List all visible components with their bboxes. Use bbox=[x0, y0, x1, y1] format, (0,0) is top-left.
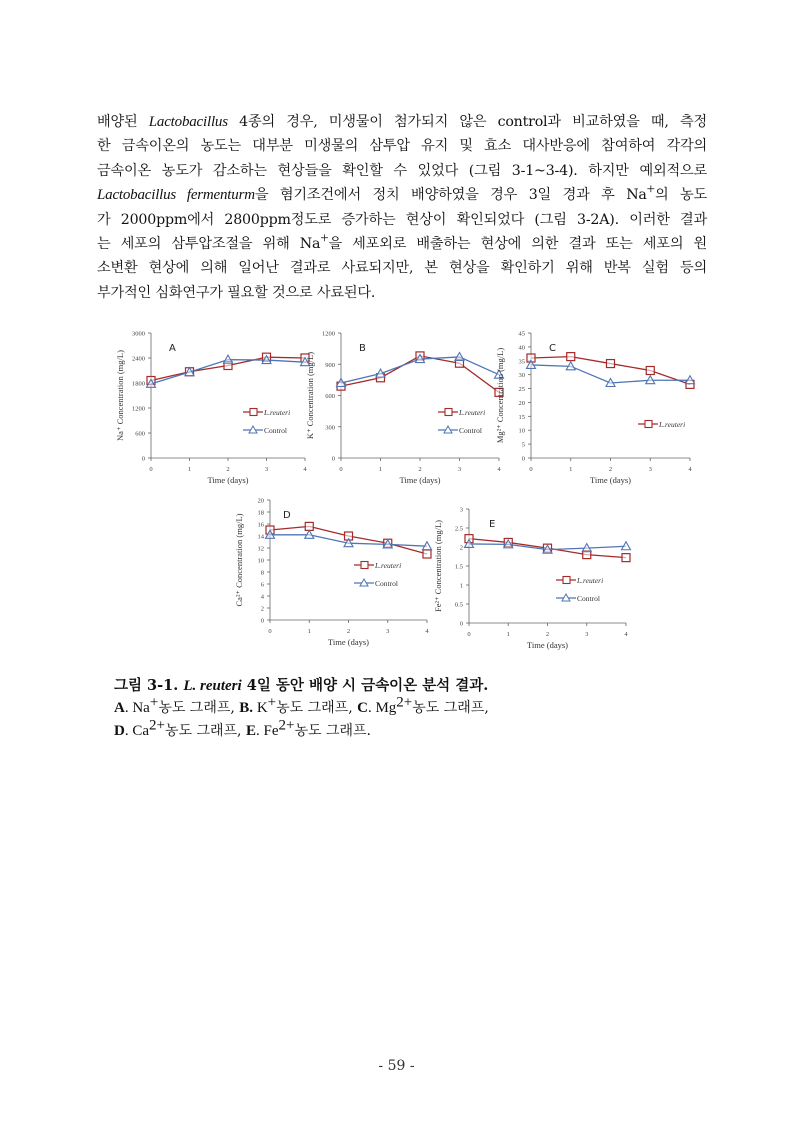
x-tick-label: 3 bbox=[264, 466, 269, 473]
text-segment: 농도 그래프. bbox=[294, 723, 371, 739]
x-axis-label: Time (days) bbox=[526, 640, 569, 650]
caption-suffix: 4일 동안 배양 시 금속이온 분석 결과. bbox=[241, 677, 489, 694]
x-tick-label: 2 bbox=[418, 466, 422, 473]
y-axis-label: Na⁺ Concentration (mg/L) bbox=[115, 350, 125, 441]
y-tick-label: 35 bbox=[518, 358, 525, 366]
y-tick-label: 25 bbox=[518, 386, 525, 394]
superscript: + bbox=[646, 181, 655, 198]
x-tick-label: 2 bbox=[346, 628, 351, 635]
y-tick-label: 5 bbox=[521, 441, 525, 449]
figure-caption bbox=[114, 674, 489, 743]
y-axis-label: K⁺ Concentration (mg/L) bbox=[305, 351, 315, 440]
text-segment: 배양된 bbox=[97, 114, 149, 130]
text-segment: A bbox=[114, 700, 125, 716]
superscript: 2+ bbox=[149, 717, 165, 734]
superscript: + bbox=[320, 230, 329, 247]
x-tick-label: 3 bbox=[648, 466, 652, 473]
x-tick-label: 3 bbox=[457, 466, 462, 473]
legend-label: Control bbox=[375, 579, 398, 588]
text-segment: 농도 그래프, bbox=[158, 700, 240, 716]
panel-letter: E bbox=[489, 519, 496, 530]
x-tick-label: 4 bbox=[497, 466, 501, 473]
text-segment: . Ca bbox=[124, 723, 150, 739]
x-tick-label: 2 bbox=[226, 466, 230, 473]
text-segment: 농도 그래프, bbox=[276, 700, 358, 716]
panel-letter: C bbox=[549, 343, 556, 354]
text-segment: 농도 그래프, bbox=[412, 700, 489, 716]
y-tick-label: 2400 bbox=[132, 355, 145, 363]
legend-label: Control bbox=[577, 594, 600, 603]
y-tick-label: 1200 bbox=[132, 405, 145, 413]
y-tick-label: 40 bbox=[518, 344, 525, 352]
y-tick-label: 12 bbox=[257, 545, 264, 553]
text-segment: Lactobacillus fermenturm bbox=[97, 187, 255, 204]
x-tick-label: 4 bbox=[688, 466, 692, 473]
y-tick-label: 0 bbox=[141, 455, 145, 463]
x-tick-label: 0 bbox=[529, 466, 533, 473]
text-segment: E bbox=[245, 723, 256, 739]
x-axis-label: Time (days) bbox=[399, 475, 441, 485]
text-segment: 4종의 경우, 미생물이 첨가되지 않은 control과 비교하였을 때, 측정 bbox=[227, 114, 707, 130]
x-tick-label: 0 bbox=[149, 466, 153, 473]
y-tick-label: 600 bbox=[135, 430, 145, 438]
y-tick-label: 20 bbox=[257, 497, 264, 505]
y-tick-label: 1800 bbox=[132, 380, 145, 388]
y-tick-label: 0 bbox=[521, 455, 525, 463]
superscript: 2+ bbox=[396, 694, 413, 711]
panel-letter: A bbox=[169, 343, 176, 354]
y-tick-label: 18 bbox=[257, 509, 264, 517]
legend-label: L.reuteri bbox=[375, 561, 402, 570]
superscript: 2+ bbox=[278, 717, 295, 734]
y-tick-label: 14 bbox=[257, 533, 264, 541]
x-tick-label: 4 bbox=[425, 628, 429, 635]
legend-label: Control bbox=[459, 426, 482, 435]
page-number: - 59 - bbox=[378, 1058, 415, 1074]
y-tick-label: 2 bbox=[459, 544, 463, 552]
caption-title bbox=[114, 674, 489, 697]
x-tick-label: 1 bbox=[378, 466, 383, 473]
x-axis-label: Time (days) bbox=[207, 475, 249, 485]
data-point-control bbox=[622, 542, 631, 550]
y-tick-label: 0 bbox=[459, 620, 463, 628]
caption-species: L. reuteri bbox=[183, 678, 242, 694]
y-tick-label: 0 bbox=[260, 617, 264, 625]
superscript: + bbox=[149, 694, 159, 711]
text-segment: 소변환 현상에 의해 일어난 결과로 사료되지만, 본 현상을 확인하기 위해 반복 실험 등의 bbox=[97, 260, 707, 277]
text-segment: 을 세포외로 배출하는 현상에 의한 결과 또는 세포의 원 bbox=[328, 235, 707, 252]
text-segment: 농도 그래프, bbox=[164, 723, 246, 739]
y-tick-label: 10 bbox=[518, 427, 525, 435]
x-tick-label: 1 bbox=[506, 631, 510, 638]
text-segment: K bbox=[253, 700, 268, 716]
y-tick-label: 1.5 bbox=[454, 563, 463, 571]
caption-line-2 bbox=[114, 694, 489, 720]
x-tick-label: 2 bbox=[608, 466, 613, 473]
y-tick-label: 15 bbox=[518, 413, 525, 421]
x-tick-label: 1 bbox=[187, 466, 192, 473]
legend-label: Control bbox=[264, 426, 287, 435]
y-axis-label: Fe²⁺ Concentration (mg/L) bbox=[433, 519, 443, 613]
y-tick-label: 600 bbox=[325, 393, 335, 400]
y-tick-label: 6 bbox=[260, 581, 264, 589]
text-segment: . Na bbox=[124, 700, 150, 716]
y-tick-label: 3 bbox=[459, 506, 463, 514]
y-tick-label: 4 bbox=[260, 593, 264, 601]
text-segment: . Mg bbox=[367, 700, 397, 716]
text-segment: 가 2000ppm에서 2800ppm정도로 증가하는 현상이 확인되었다 (그림 3-2A). 이러한 결과 bbox=[97, 211, 707, 228]
text-segment: B. bbox=[239, 700, 254, 716]
legend-label: L.reuteri bbox=[659, 420, 686, 429]
legend-label: L.reuteri bbox=[459, 408, 486, 417]
superscript: + bbox=[267, 694, 277, 711]
y-tick-label: 16 bbox=[257, 521, 264, 529]
text-segment: D bbox=[114, 723, 125, 739]
y-tick-label: 300 bbox=[325, 424, 335, 432]
y-axis-label: Ca²⁺ Concentration (mg/L) bbox=[234, 513, 244, 607]
data-point-reuteri bbox=[622, 554, 630, 562]
x-tick-label: 0 bbox=[467, 631, 471, 638]
y-tick-label: 900 bbox=[325, 361, 335, 369]
x-tick-label: 3 bbox=[386, 628, 390, 635]
y-tick-label: 30 bbox=[518, 372, 525, 380]
y-tick-label: 3000 bbox=[132, 330, 145, 338]
y-tick-label: 1 bbox=[459, 582, 463, 590]
caption-line-3 bbox=[114, 717, 489, 743]
y-tick-label: 0 bbox=[331, 455, 335, 463]
x-axis-label: Time (days) bbox=[327, 637, 370, 647]
y-tick-label: 20 bbox=[518, 399, 525, 407]
legend-marker bbox=[563, 577, 570, 584]
y-tick-label: 0.5 bbox=[454, 601, 463, 609]
x-tick-label: 4 bbox=[624, 631, 628, 638]
x-tick-label: 4 bbox=[303, 466, 307, 473]
y-tick-label: 2 bbox=[260, 605, 264, 613]
text-segment: . Fe bbox=[255, 723, 279, 739]
y-tick-label: 10 bbox=[257, 557, 264, 565]
text-segment: 의 농도 bbox=[654, 187, 708, 204]
text-segment: 부가적인 심화연구가 필요할 것으로 사료된다. bbox=[97, 284, 376, 301]
x-axis-label: Time (days) bbox=[589, 475, 632, 485]
x-tick-label: 0 bbox=[339, 466, 343, 473]
y-tick-label: 1200 bbox=[322, 330, 335, 338]
panel-letter: D bbox=[283, 510, 291, 521]
x-tick-label: 1 bbox=[307, 628, 311, 635]
y-tick-label: 2.5 bbox=[454, 525, 463, 533]
y-axis-label: Mg²⁺ Concentration (mg/L) bbox=[495, 347, 505, 444]
text-segment: C bbox=[357, 700, 368, 716]
text-segment: 을 혐기조건에서 정치 배양하였을 경우 3일 경과 후 Na bbox=[254, 187, 647, 204]
panel-letter: B bbox=[359, 343, 366, 354]
y-tick-label: 45 bbox=[518, 330, 525, 338]
y-tick-label: 8 bbox=[260, 569, 264, 577]
caption-prefix: 그림 3-1. bbox=[114, 677, 184, 694]
text-segment: 한 금속이온의 농도는 대부분 미생물의 삼투압 유지 및 효소 대사반응에 참여하여 각각의 bbox=[97, 138, 707, 155]
text-segment: 는 세포의 삼투압조절을 위해 Na bbox=[97, 235, 321, 252]
legend-label: L.reuteri bbox=[577, 576, 604, 585]
legend-label: L.reuteri bbox=[264, 408, 291, 417]
x-tick-label: 1 bbox=[569, 466, 573, 473]
text-segment: Lactobacillus bbox=[148, 114, 228, 130]
x-tick-label: 2 bbox=[545, 631, 550, 638]
x-tick-label: 0 bbox=[268, 628, 272, 635]
x-tick-label: 3 bbox=[585, 631, 589, 638]
text-segment: 금속이온 농도가 감소하는 현상들을 확인할 수 있었다 (그림 3-1~3-4). 하지만 예외적으로 bbox=[97, 162, 707, 179]
